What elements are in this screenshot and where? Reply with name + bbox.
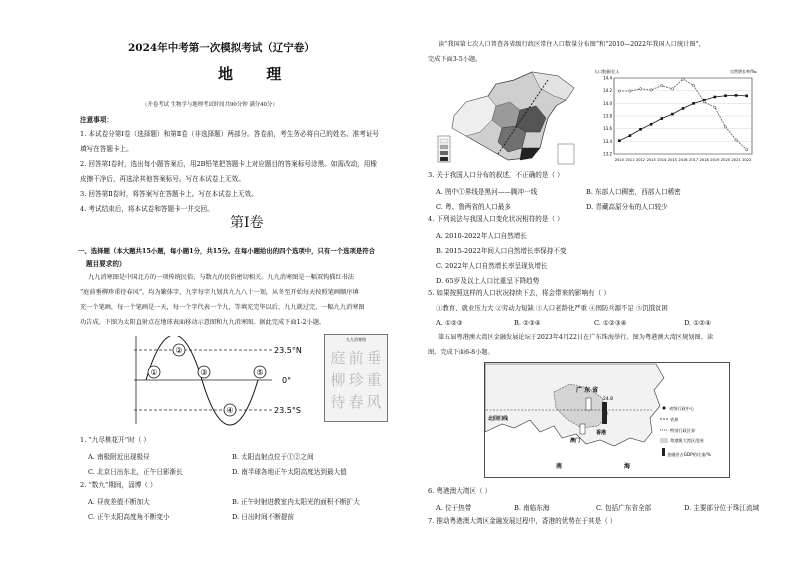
x-tick-label: 2022 — [742, 158, 752, 162]
poster-char: 前 — [348, 349, 364, 367]
growth-rate-point — [692, 84, 694, 86]
intro-line: 完成下面3-5小题。 — [428, 56, 482, 63]
q5-option-a[interactable]: A. ①②③ — [436, 319, 463, 327]
notice-line: 填写在答题卡上。 — [80, 145, 133, 153]
intro-line: 读“我国第七次人口普查各省级行政区常住人口数量分布图”和“2010—2022年我国人口统计图”， — [438, 41, 705, 48]
q6-option-d[interactable]: D. 主要部分位于珠江流域 — [684, 504, 760, 512]
population-statistics-chart — [592, 64, 778, 168]
china-population-map — [436, 66, 586, 168]
passage-line: “庭前垂柳珍重待春风”，均为繁体字，九字每字九划共九九八十一划，从冬至开始每天按照笔画顺序填 — [80, 289, 359, 296]
growth-rate-point — [714, 106, 716, 108]
q4-option-b[interactable]: B. 2015-2022年间人口自然增长率保持不变 — [436, 247, 567, 255]
left-column — [80, 0, 415, 566]
growth-rate-point — [618, 90, 620, 92]
poster-char: 重 — [366, 371, 382, 389]
q3-option-b[interactable]: B. 东部人口稠密，西部人口稀密 — [586, 188, 681, 196]
q6-option-a[interactable]: A. 位于热带 — [436, 504, 472, 512]
growth-rate-point — [724, 126, 726, 128]
q5-option-b[interactable]: B. ②③④ — [514, 319, 541, 327]
svg-text:特别行政区界: 特别行政区界 — [670, 428, 696, 433]
sea-label-1: 南 — [556, 463, 563, 470]
lat-north-label: 23.5°N — [274, 346, 302, 355]
svg-text:③: ③ — [200, 368, 208, 377]
population-point — [735, 94, 738, 97]
growth-rate-point — [682, 78, 684, 80]
y-tick-label: 14.2 — [603, 88, 612, 94]
poster-char: 风 — [366, 393, 382, 411]
growth-rate-point — [735, 139, 737, 141]
q7-stem: 7. 推动粤港澳大湾区金融发展过程中，香港的优势在于其是（ ） — [428, 517, 617, 525]
left-axis-title: 人口数量/亿人 — [594, 69, 620, 74]
population-point — [682, 107, 685, 110]
growth-rate-point — [629, 90, 631, 92]
y-tick-label: 13.2 — [603, 151, 612, 157]
population-point — [714, 96, 717, 99]
q3-option-c[interactable]: C. 粤、鲁两省的人口最多 — [436, 203, 511, 211]
q1-option-b[interactable]: B. 太阳直射点位于①②之间 — [232, 453, 314, 461]
poster-char: 垂 — [366, 349, 382, 367]
growth-rate-point — [745, 148, 747, 150]
gdp-bar — [602, 402, 607, 424]
section-instruction: 一、选择题（本大题共15小题，每小题1分，共15分。在每小题给出的四个选项中，只有一个选项是符合 — [78, 247, 376, 255]
q1-option-c[interactable]: C. 北京日出东北，正午日影渐长 — [88, 468, 183, 476]
poster-title: 九九消寒图 — [346, 337, 366, 342]
population-point — [629, 134, 632, 137]
population-point — [724, 94, 727, 97]
population-point — [618, 139, 621, 142]
q4-option-d[interactable]: D. 65岁及以上人口比重呈下降趋势 — [436, 277, 540, 285]
right-column — [428, 0, 780, 566]
sun-point-5 — [254, 366, 266, 378]
x-tick-label: 2011 — [625, 158, 635, 162]
x-tick-label: 2016 — [678, 158, 688, 162]
hongkong-label: 香港 — [596, 430, 607, 436]
notice-line: 2. 回答第Ⅰ卷时，选出每小题答案后，用2B铅笔把答题卡上对应题目的答案标号涂黑。如需改动，用橡 — [80, 160, 377, 168]
x-tick-label: 2017 — [689, 158, 699, 162]
q1-option-d[interactable]: D. 南半球各地正午太阳高度达到最大值 — [232, 468, 347, 476]
y-tick-label: 14.0 — [603, 100, 612, 106]
passage-line: 功告成。下图为太阳直射点在地球表面移动示意图和九九消寒图。据此完成下面1-2小题。 — [80, 319, 326, 326]
q6-option-b[interactable]: B. 南临东海 — [514, 504, 550, 512]
right-axis-title: 自然增长率/‰ — [730, 69, 757, 74]
notice-heading: 注意事项： — [80, 116, 113, 124]
svg-text:粤港澳大湾区范围: 粤港澳大湾区范围 — [670, 438, 704, 443]
population-point — [671, 113, 674, 116]
sun-point-1 — [148, 366, 160, 378]
population-point — [639, 128, 642, 131]
section-instruction: 题目要求的） — [86, 260, 126, 268]
subject-title: 地 理 — [218, 65, 296, 83]
population-point — [745, 95, 748, 98]
exam-title: 2024年中考第一次模拟考试（辽宁卷） — [128, 42, 315, 54]
sun-point-3 — [198, 366, 210, 378]
exam-info: （开卷考试 生物学与地理考试时间共90分钟 满分40分） — [142, 102, 278, 108]
q2-option-d[interactable]: D. 日出时间不断提前 — [232, 513, 294, 521]
svg-text:①: ① — [150, 368, 158, 377]
notice-line: 1. 本试卷分第Ⅰ卷（选择题）和第Ⅱ卷（非选择题）两部分。答卷前，考生务必将自己的姓名、准考证号 — [80, 130, 380, 138]
growth-rate-point — [703, 101, 705, 103]
gdp-bar-value: 24.8 — [603, 397, 614, 402]
lat-south-label: 23.5°S — [274, 406, 301, 415]
passage-line: 九九消寒图是中国北方的一项传统民俗，与数九的民俗密切相关。九九消寒图是一幅双钩描红书法 — [88, 274, 355, 281]
svg-text:④: ④ — [226, 406, 234, 415]
svg-text:省级行政中心: 省级行政中心 — [669, 406, 695, 411]
q5-option-d[interactable]: D. ①②④ — [684, 319, 711, 327]
svg-text:②: ② — [175, 346, 183, 355]
poster-char: 庭 — [330, 349, 346, 367]
section-heading: 第Ⅰ卷 — [230, 215, 264, 231]
svg-text:省界: 省界 — [670, 417, 679, 422]
notice-line: 皮擦干净后，再选涂其他答案标号。写在本试卷上无效。 — [80, 175, 245, 183]
y-tick-label: 13.4 — [603, 138, 612, 144]
province-label: 广 东 省 — [576, 387, 599, 394]
population-point — [692, 102, 695, 105]
q5-stem: 5. 如果按照这样的人口状况持续下去，将会带来的影响有（ ） — [428, 289, 610, 297]
q3-option-d[interactable]: D. 青藏高原分布的人口较少 — [586, 203, 668, 211]
q2-option-b[interactable]: B. 正午时射进教室内太阳光的面积不断扩大 — [232, 498, 360, 506]
q2-option-c[interactable]: C. 正午太阳高度角不断变小 — [88, 513, 170, 521]
x-tick-label: 2013 — [646, 158, 656, 162]
x-tick-label: 2014 — [657, 158, 667, 162]
solar-point-diagram — [124, 336, 304, 426]
nine-nines-poster — [324, 334, 388, 422]
q4-option-a[interactable]: A. 2010-2022年人口自然增长 — [436, 232, 527, 240]
growth-rate-point — [639, 88, 641, 90]
sun-point-2 — [173, 344, 185, 356]
q2-stem: 2. “数九”期间，淄博（ ） — [80, 481, 157, 489]
intro2-line: 图，完成下面6-8小题。 — [428, 349, 494, 356]
q5-items: ①教育、就业压力大 ②劳动力短缺 ③人口老龄化严重 ④国防兵源不足 ⑤饥饿贫困 — [436, 304, 668, 312]
x-tick-label: 2010 — [614, 158, 624, 162]
passage-line: 充一个笔画，每一个笔画是一天，每一个字代表一个九，等填充完毕以后，九九就过完，一幅九九消寒图 — [80, 304, 365, 311]
y-tick-label: 14.4 — [603, 75, 612, 81]
sea-label-2: 海 — [624, 463, 631, 470]
y-tick-label: 13.8 — [603, 113, 612, 119]
notice-line: 4. 考试结束后，将本试卷和答题卡一并交回。 — [80, 205, 214, 213]
intro2-line: 第五届粤港澳大湾区金融发展论坛于2023年4月22日在广东珠海举行。图为粤港澳大湾区规划图。读 — [438, 334, 714, 341]
macau-label: 澳门 — [570, 438, 581, 444]
x-tick-label: 2012 — [635, 158, 646, 162]
population-point — [660, 117, 663, 120]
tropic-label: 北回归线 — [488, 416, 509, 422]
growth-rate-point — [671, 88, 673, 90]
notice-line: 3. 回答第Ⅱ卷时，将答案写在答题卡上。写在本试卷上无效。 — [80, 190, 258, 198]
x-tick-label: 2019 — [710, 158, 720, 162]
q6-stem: 6. 粤港澳大湾区（ ） — [428, 487, 492, 495]
svg-text:金融业占GDP的比重/%: 金融业占GDP的比重/% — [667, 452, 711, 457]
equator-label: 0° — [282, 376, 292, 385]
poster-char: 柳 — [330, 371, 346, 389]
q3-stem: 3. 关于我国人口分布的叙述，不正确的是（ ） — [428, 171, 564, 179]
q3-option-a[interactable]: A. 图中①界线是黑河——腾冲一线 — [436, 188, 538, 196]
poster-char: 春 — [348, 393, 364, 411]
greater-bay-area-map — [484, 362, 730, 478]
sun-point-4 — [224, 404, 236, 416]
x-tick-label: 2020 — [720, 158, 731, 162]
population-point — [650, 123, 653, 126]
x-tick-label: 2018 — [699, 158, 709, 162]
q6-option-c[interactable]: C. 包括广东省全部 — [596, 504, 652, 512]
svg-text:⑤: ⑤ — [256, 368, 264, 377]
x-tick-label: 2021 — [731, 158, 741, 162]
q4-option-c[interactable]: C. 2022年人口自然增长率呈现负增长 — [436, 262, 548, 270]
x-tick-label: 2015 — [667, 158, 677, 162]
poster-char: 待 — [330, 393, 346, 411]
y-tick-label: 13.6 — [603, 126, 612, 132]
q1-option-a[interactable]: A. 南极附近出现极昼 — [88, 453, 150, 461]
q2-option-a[interactable]: A. 昼夜差值不断加大 — [88, 498, 150, 506]
poster-char: 珍 — [348, 371, 364, 389]
q1-stem: 1. “九尽桃花开”时（ ） — [80, 436, 150, 444]
growth-rate-point — [650, 89, 652, 91]
q4-stem: 4. 下列说法与我国人口变化状况相符的是（ ） — [428, 215, 564, 223]
growth-rate-point — [661, 84, 663, 86]
q5-option-c[interactable]: C. ①②③④ — [594, 319, 627, 327]
